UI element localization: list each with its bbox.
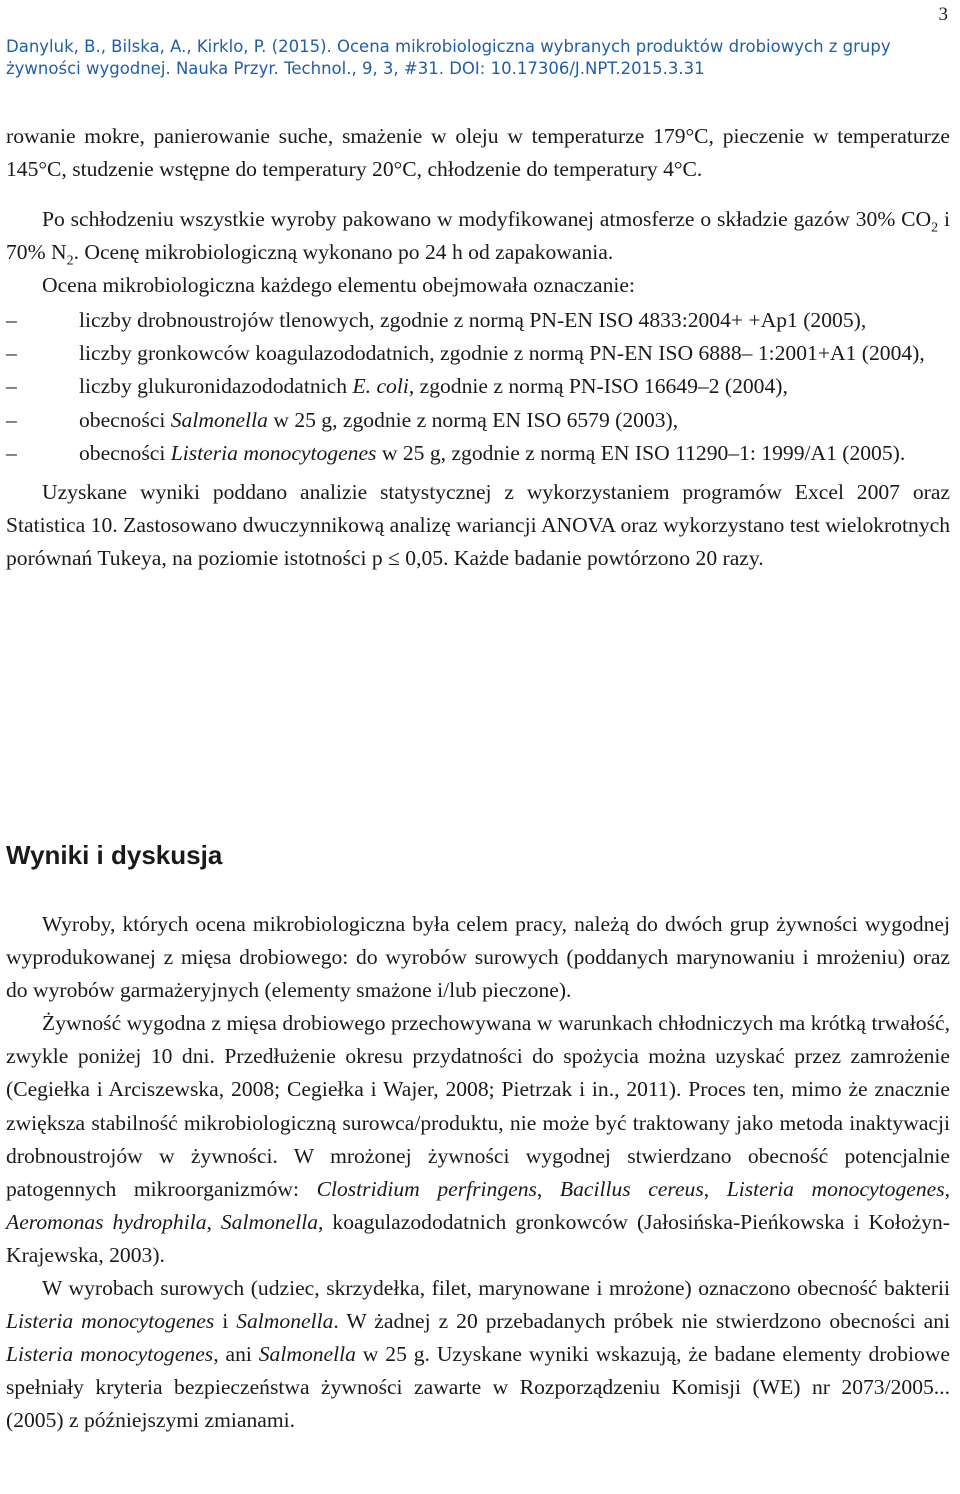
packaging-text-b: i 70% N — [6, 207, 950, 264]
list-item — [6, 304, 950, 337]
paragraph-processing: rowanie mokre, panierowanie suche, smażenie w oleju w temperaturze 179°C, pieczenie w temperaturze 145°C, studzenie wstępne do temperatury 20°C, chłodzenie do temperatury 4°C. — [6, 124, 950, 181]
section-heading: Wyniki i dyskusja — [6, 840, 223, 870]
paragraph-results-3 — [6, 1272, 950, 1437]
organism-name: Salmonella — [170, 407, 268, 432]
paragraph-results-2 — [6, 1007, 950, 1272]
co2-subscript: 2 — [931, 220, 939, 236]
separator: , — [703, 1176, 727, 1201]
organism-name: Listeria monocytogenes — [6, 1309, 215, 1334]
list-item-text: w 25 g, zgodnie z normą EN ISO 11290–1: 1999/A1 (2005). — [376, 440, 906, 465]
assessment-list — [6, 304, 950, 470]
separator: i — [214, 1309, 237, 1334]
organism-name: Bacillus cereus — [559, 1176, 704, 1201]
packaging-text-c: . Ocenę mikrobiologiczną wykonano po 24 h od zapakowania. — [73, 240, 614, 264]
separator: , — [206, 1209, 221, 1234]
paragraph-statistics: Uzyskane wyniki poddano analizie statystycznej z wykorzystaniem programów Excel 2007 oraz Statistica 10. Zastosowano dwuczynnikową analizę wariancji ANOVA oraz wykorzystano test wielokrotnych porównań Tukeya, na poziomie istotności p ≤ 0,05. Każde badanie powtórzono 20 razy. — [6, 480, 950, 571]
list-item-text: liczby gronkowców koagulazododatnich, zgodnie z normą PN-EN ISO 6888– 1:2001+A1 (2004), — [79, 341, 925, 366]
packaging-text-a: Po schłodzeniu wszystkie wyroby pakowano w modyfikowanej atmosferze o składzie gazów 30% CO — [42, 207, 932, 231]
organism-name: Clostridium perfringens — [316, 1176, 537, 1201]
paragraph-results-1: Wyroby, których ocena mikrobiologiczna była celem pracy, należą do dwóch grup żywności wygodnej wyprodukowanej z mięsa drobiowego: do wyrobów surowych (poddanych marynowaniu i mrożeniu) oraz do wyrobów garmażeryjnych (elementy smażone i/lub pieczone). — [6, 912, 950, 1003]
methods-section — [6, 120, 950, 575]
results-section — [6, 908, 950, 1438]
list-dash: – — [6, 341, 17, 366]
citation-line-1[interactable]: Danyluk, B., Bilska, A., Kirklo, P. (2015). Ocena mikrobiologiczna wybranych produktów drobiowych z grupy — [6, 37, 891, 56]
paragraph-packaging — [6, 203, 950, 269]
separator: , ani — [213, 1342, 259, 1367]
list-item — [6, 404, 950, 437]
paragraph-assessment-intro: Ocena mikrobiologiczna każdego elementu obejmowała oznaczanie: — [42, 273, 635, 297]
organism-name: Listeria monocytogenes — [6, 1342, 214, 1367]
organism-name: Salmonella — [220, 1209, 319, 1234]
results-2-text-end: , koagulazododatnich gronkowców (Jałosińska-Pieńkowska i Kołożyn-Krajewska, 2003). — [6, 1209, 950, 1267]
organism-name: Listeria monocytogenes — [726, 1176, 945, 1201]
list-item — [6, 437, 950, 470]
organism-name: Salmonella — [258, 1342, 356, 1367]
list-dash: – — [6, 308, 17, 332]
list-item-text: liczby drobnoustrojów tlenowych, zgodnie z normą PN-EN ISO 4833:2004+ +Ap1 (2005), — [79, 308, 867, 332]
n2-subscript: 2 — [66, 253, 74, 269]
list-item — [6, 337, 950, 370]
list-dash: – — [6, 440, 17, 465]
list-dash: – — [6, 407, 17, 432]
separator: , — [944, 1176, 951, 1201]
list-item-text: liczby glukuronidazododatnich — [79, 374, 353, 399]
list-item — [6, 370, 950, 403]
results-3-text-end: w 25 g. Uzyskane wyniki wskazują, że badane elementy drobiowe spełniały kryteria bezpieczeństwa żywności zawarte w Rozporządzeniu Komisji (WE) nr 2073/2005... (2005) z późniejszymi zmianami. — [6, 1342, 950, 1433]
list-item-text: , zgodnie z normą PN-ISO 16649–2 (2004), — [408, 374, 788, 399]
organism-name: E. coli — [352, 374, 409, 399]
list-item-text: w 25 g, zgodnie z normą EN ISO 6579 (2003), — [267, 407, 679, 432]
list-item-text: obecności — [79, 440, 171, 465]
organism-name: Aeromonas hydrophila — [6, 1209, 207, 1234]
results-3-text-mid: . W żadnej z 20 przebadanych próbek nie stwierdzono obecności ani — [333, 1309, 951, 1334]
list-dash: – — [6, 374, 17, 399]
list-item-text: obecności — [79, 407, 171, 432]
results-3-text: W wyrobach surowych (udziec, skrzydełka, filet, marynowane i mrożone) oznaczono obecność bakterii — [42, 1276, 950, 1301]
running-header-citation — [6, 36, 936, 80]
citation-line-2[interactable]: żywności wygodnej. Nauka Przyr. Technol., 9, 3, #31. DOI: 10.17306/J.NPT.2015.3.31 — [6, 59, 705, 78]
results-2-text: Żywność wygodna z mięsa drobiowego przechowywana w warunkach chłodniczych ma krótką trwałość, zwykle poniżej 10 dni. Przedłużenie okresu przydatności do spożycia można uzyskać przez zamrożenie (Cegiełka i Arciszewska, 2008; Cegiełka i Wajer, 2008; Pietrzak i in., 2011). Proces ten, mimo że znacznie zwiększa stabilność mikrobiologiczną surowca/produktu, nie może być traktowany jako metoda inaktywacji drobnoustrojów w żywności. W mrożonej żywności wygodnej stwierdzano obecność potencjalnie patogennych mikroorganizmów: — [6, 1011, 950, 1201]
separator: , — [536, 1176, 560, 1201]
organism-name: Listeria monocytogenes — [170, 440, 377, 465]
organism-name: Salmonella — [236, 1309, 334, 1334]
page-number: 3 — [938, 4, 948, 25]
